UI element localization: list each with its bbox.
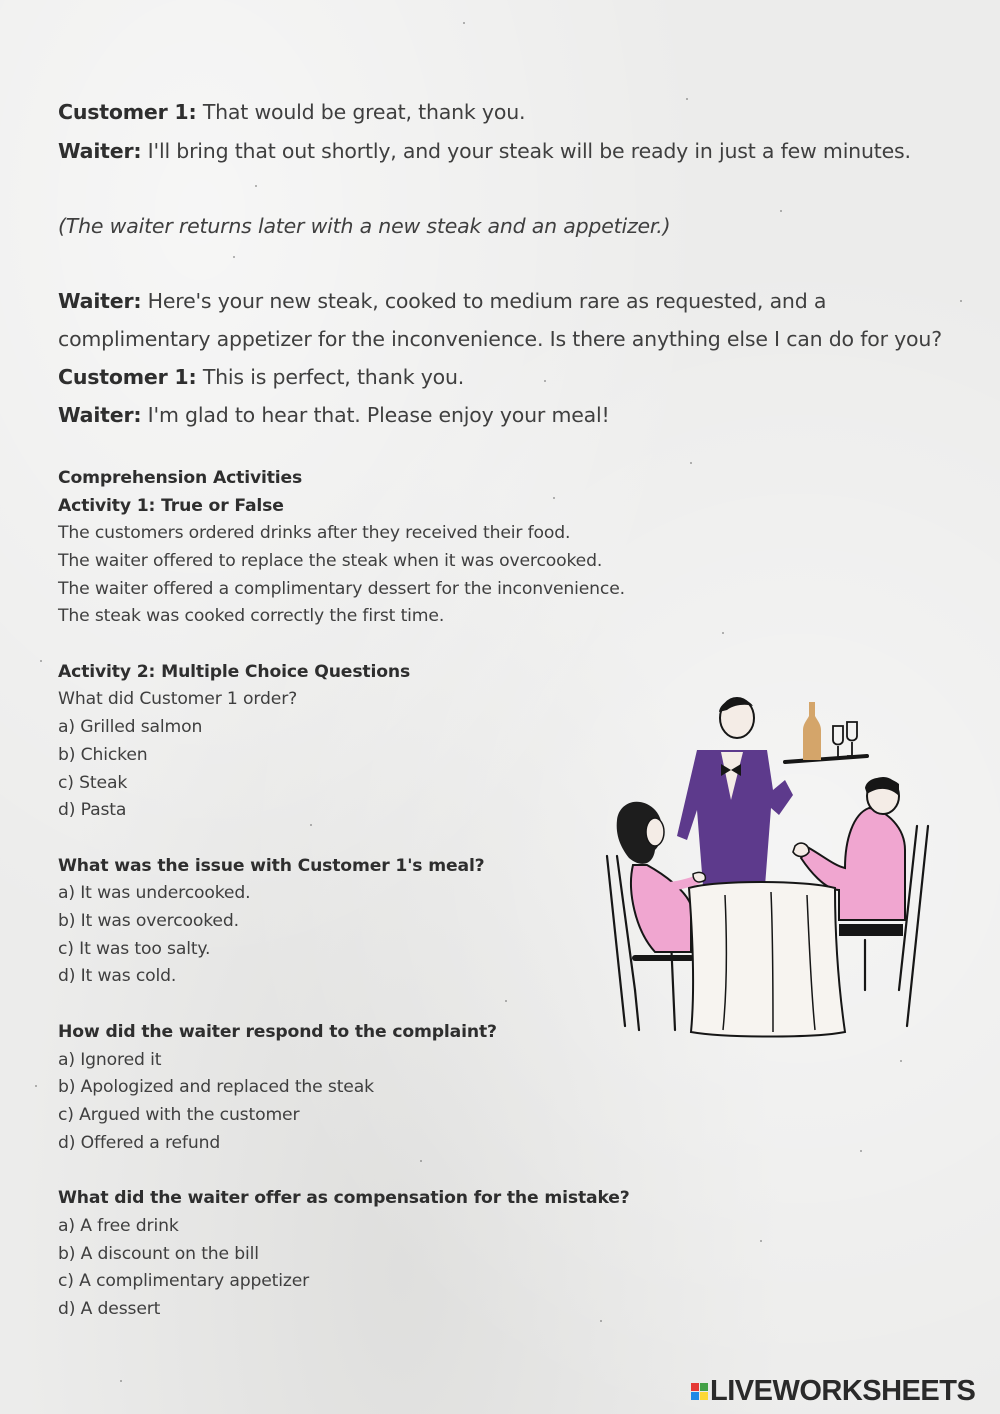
answer-option: a) Ignored it [58, 1050, 162, 1070]
question-text: How did the waiter respond to the complaint? [58, 1022, 497, 1042]
stage-direction: (The waiter returns later with a new steak and an appetizer.) [58, 214, 671, 238]
true-false-statement: The steak was cooked correctly the first time. [58, 606, 445, 626]
answer-option: b) A discount on the bill [58, 1244, 259, 1264]
true-false-statement: The waiter offered to replace the steak when it was overcooked. [58, 551, 603, 571]
activity-2-title: Activity 2: Multiple Choice Questions [58, 662, 411, 682]
dialogue-text: I'm glad to hear that. Please enjoy your meal! [141, 403, 610, 427]
speaker-label: Customer 1: [58, 100, 197, 124]
dialogue-line [58, 403, 610, 427]
restaurant-illustration [595, 690, 940, 1040]
answer-option: c) Steak [58, 773, 128, 793]
answer-option: a) It was undercooked. [58, 883, 251, 903]
logo-block [691, 1383, 699, 1391]
true-false-statement: The waiter offered a complimentary dessert for the inconvenience. [58, 579, 625, 599]
question-text: What did Customer 1 order? [58, 689, 298, 709]
dialogue-continuation: complimentary appetizer for the inconvenience. Is there anything else I can do for you? [58, 327, 942, 351]
section-title: Comprehension Activities [58, 468, 303, 488]
dialogue-text: I'll bring that out shortly, and your steak will be ready in just a few minutes. [141, 139, 911, 163]
answer-option: c) Argued with the customer [58, 1105, 300, 1125]
question-text: What was the issue with Customer 1's meal? [58, 856, 485, 876]
answer-option: c) A complimentary appetizer [58, 1271, 310, 1291]
question-text: What did the waiter offer as compensation for the mistake? [58, 1188, 630, 1208]
answer-option: b) It was overcooked. [58, 911, 239, 931]
answer-option: d) A dessert [58, 1299, 161, 1319]
logo-text: LIVEWORKSHEETS [710, 1374, 976, 1407]
logo-blocks-icon [691, 1383, 708, 1400]
dialogue-text: That would be great, thank you. [196, 100, 526, 124]
dialogue-line [58, 289, 826, 313]
dialogue-text: Here's your new steak, cooked to medium rare as requested, and a [141, 289, 827, 313]
speaker-label: Customer 1: [58, 365, 197, 389]
logo-block [700, 1392, 708, 1400]
answer-option: d) Offered a refund [58, 1133, 221, 1153]
speaker-label: Waiter: [58, 139, 142, 163]
answer-option: b) Apologized and replaced the steak [58, 1077, 374, 1097]
answer-option: c) It was too salty. [58, 939, 211, 959]
logo-block [691, 1392, 699, 1400]
liveworksheets-logo [691, 1376, 975, 1406]
dialogue-line [58, 139, 911, 163]
dialogue-line [58, 365, 464, 389]
answer-option: a) Grilled salmon [58, 717, 203, 737]
dialogue-line [58, 100, 525, 124]
answer-option: a) A free drink [58, 1216, 179, 1236]
speaker-label: Waiter: [58, 403, 142, 427]
dialogue-text: This is perfect, thank you. [196, 365, 465, 389]
true-false-statement: The customers ordered drinks after they received their food. [58, 523, 571, 543]
answer-option: b) Chicken [58, 745, 148, 765]
activity-1-title: Activity 1: True or False [58, 496, 284, 516]
logo-block [700, 1383, 708, 1391]
answer-option: d) Pasta [58, 800, 127, 820]
answer-option: d) It was cold. [58, 966, 177, 986]
speaker-label: Waiter: [58, 289, 142, 313]
